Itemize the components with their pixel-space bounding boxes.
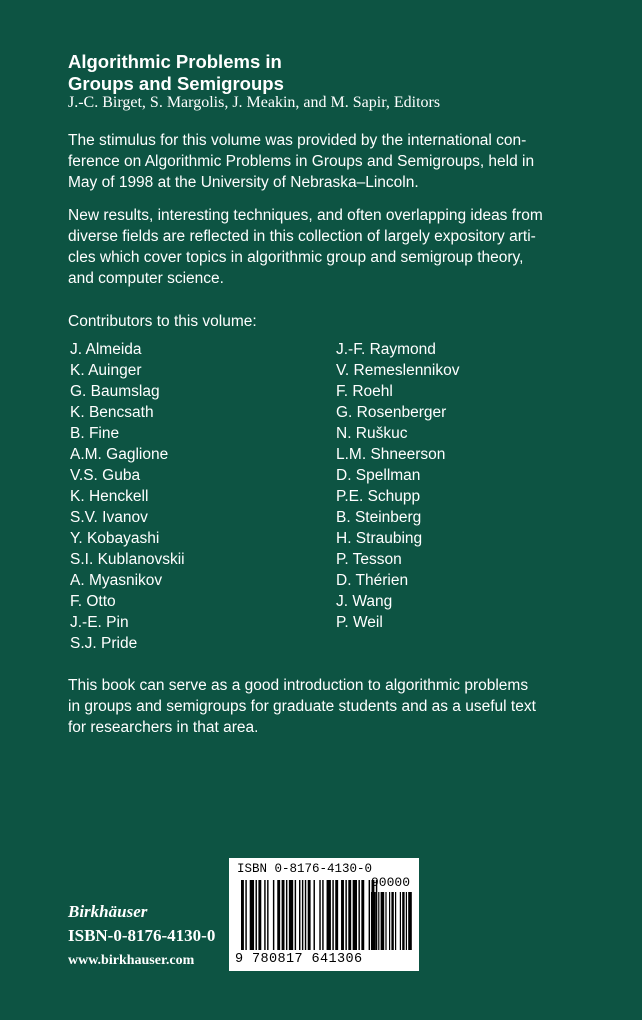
contributor-name: S.I. Kublanovskii	[70, 551, 185, 568]
contributor-name: B. Steinberg	[336, 509, 422, 526]
contributor-name: J. Wang	[336, 593, 393, 610]
barcode-bar	[305, 880, 306, 950]
barcode-bar	[258, 880, 261, 950]
barcode-addon-bar	[385, 892, 386, 950]
barcode-addon-bar	[400, 892, 401, 950]
barcode-bar	[341, 880, 344, 950]
publisher-block	[68, 902, 228, 971]
contributor-name: J.-E. Pin	[70, 614, 129, 631]
barcode-bar	[322, 880, 323, 950]
paragraph-line: for researchers in that area.	[68, 719, 259, 736]
contributor-name: N. Ruškuc	[336, 425, 408, 442]
publisher-isbn: ISBN-0-8176-4130-0	[68, 926, 216, 945]
barcode-addon-bar	[378, 892, 379, 950]
publisher-url: www.birkhauser.com	[68, 953, 195, 968]
title-line-1: Algorithmic Problems in	[68, 51, 282, 72]
contributor-name: B. Fine	[70, 425, 120, 442]
barcode-bar	[295, 880, 296, 950]
barcode-addon-digits: 90000	[371, 875, 411, 890]
contributor-name: S.V. Ivanov	[70, 509, 148, 526]
barcode-bar	[335, 880, 338, 950]
contributors-list-right	[336, 339, 460, 633]
barcode-bar	[250, 880, 254, 950]
barcode-bar	[267, 880, 268, 950]
barcode-addon-bar	[402, 892, 404, 950]
barcode-bar	[273, 880, 274, 950]
barcode-bar	[282, 880, 285, 950]
barcode-addon-bar	[408, 892, 412, 950]
contributor-name: A. Myasnikov	[70, 572, 163, 589]
contributor-name: P.E. Schupp	[336, 488, 421, 505]
paragraph-line: and computer science.	[68, 270, 224, 287]
barcode-bar	[353, 880, 357, 950]
contributor-name: L.M. Shneerson	[336, 446, 446, 463]
editors-line: J.-C. Birget, S. Margolis, J. Meakin, and M. Sapir, Editors	[68, 94, 441, 111]
contributor-name: A.M. Gaglione	[70, 446, 169, 463]
contributor-name: P. Tesson	[336, 551, 402, 568]
barcode-bar	[241, 880, 244, 950]
contributor-name: D. Thérien	[336, 572, 409, 589]
contributor-name: V.S. Guba	[70, 467, 141, 484]
barcode-bar	[369, 880, 370, 950]
barcode-bar	[302, 880, 303, 950]
barcode-bar	[308, 880, 311, 950]
barcode-bar	[299, 880, 300, 950]
book-title	[68, 51, 488, 95]
publisher-name: Birkhäuser	[68, 902, 148, 921]
barcode-digits: 9 780817 641306	[235, 952, 363, 967]
intro-paragraph-2	[68, 205, 588, 289]
contributor-name: G. Rosenberger	[336, 404, 447, 421]
barcode-bar	[256, 880, 257, 950]
contributor-name: K. Auinger	[70, 362, 142, 379]
contributor-name: K. Henckell	[70, 488, 149, 505]
barcode-bar	[264, 880, 265, 950]
paragraph-line: cles which cover topics in algorithmic group and semigroup theory,	[68, 249, 524, 266]
contributor-name: H. Straubing	[336, 530, 423, 547]
paragraph-line: in groups and semigroups for graduate students and as a useful text	[68, 698, 536, 715]
intro-paragraph-1	[68, 130, 588, 193]
barcode-addon-bar	[373, 892, 375, 950]
contributors-list-left	[70, 339, 185, 654]
barcode-bar	[245, 880, 246, 950]
barcode-addon-bar	[395, 892, 396, 950]
barcode-bar	[358, 880, 359, 950]
barcode-addon-bar	[371, 892, 372, 950]
barcode-bar	[376, 880, 377, 950]
barcode-bar	[348, 880, 351, 950]
contributor-name: F. Otto	[70, 593, 116, 610]
barcode-bar	[332, 880, 333, 950]
paragraph-line: May of 1998 at the University of Nebraska–Lincoln.	[68, 174, 419, 191]
barcode-bar	[314, 880, 315, 950]
contributor-name: S.J. Pride	[70, 635, 138, 652]
barcode-isbn-label: ISBN 0-8176-4130-0	[237, 862, 373, 876]
contributor-name: V. Remeslennikov	[336, 362, 460, 379]
isbn-barcode	[229, 858, 419, 971]
barcode-addon-bar	[389, 892, 390, 950]
contributor-name: J. Almeida	[70, 341, 142, 358]
paragraph-line: New results, interesting techniques, and often overlapping ideas from	[68, 207, 543, 224]
barcode-bar	[286, 880, 287, 950]
barcode-bar	[361, 880, 364, 950]
paragraph-line: ference on Algorithmic Problems in Groups and Semigroups, held in	[68, 153, 535, 170]
contributor-name: J.-F. Raymond	[336, 341, 436, 358]
contributor-name: P. Weil	[336, 614, 383, 631]
paragraph-line: diverse fields are reflected in this collection of largely expository arti-	[68, 228, 536, 245]
title-line-2: Groups and Semigroups	[68, 73, 284, 94]
contributor-name: Y. Kobayashi	[70, 530, 160, 547]
contributor-name: D. Spellman	[336, 467, 421, 484]
closing-paragraph	[68, 675, 588, 738]
contributor-name: F. Roehl	[336, 383, 393, 400]
contributors-heading: Contributors to this volume:	[68, 313, 257, 330]
contributor-name: K. Bencsath	[70, 404, 154, 421]
barcode-bar	[289, 880, 293, 950]
paragraph-line: This book can serve as a good introduction to algorithmic problems	[68, 677, 529, 694]
barcode-bar	[319, 880, 320, 950]
barcode-bar	[345, 880, 346, 950]
barcode-bar	[327, 880, 331, 950]
paragraph-line: The stimulus for this volume was provided by the international con-	[68, 132, 527, 149]
contributor-name: G. Baumslag	[70, 383, 160, 400]
barcode-addon-bar	[406, 892, 407, 950]
barcode-addon-bar	[391, 892, 393, 950]
barcode-bar	[277, 880, 280, 950]
barcode-addon-bar	[381, 892, 385, 950]
